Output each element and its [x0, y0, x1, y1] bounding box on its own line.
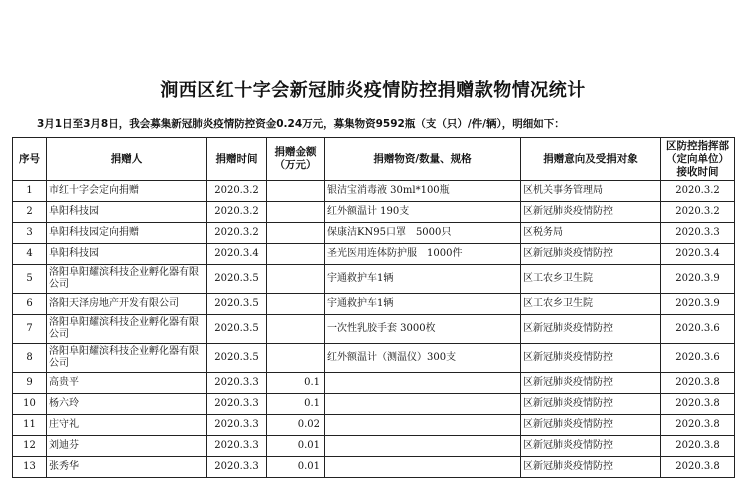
cell-donor: 阜阳科技园定向捐赠: [47, 223, 207, 244]
cell-no: 13: [13, 457, 47, 478]
summary-text: 3月1日至3月8日，我会募集新冠肺炎疫情防控资金0.24万元，募集物资9592瓶（支（只）/件/辆），明细如下：: [37, 118, 565, 130]
cell-amount: [267, 202, 325, 223]
cell-no: 3: [13, 223, 47, 244]
cell-no: 1: [13, 181, 47, 202]
cell-intent: 区机关事务管理局: [521, 181, 661, 202]
table-row: [13, 373, 735, 394]
cell-amount: [267, 265, 325, 294]
cell-goods: [325, 457, 521, 478]
cell-intent: 区新冠肺炎疫情防控: [521, 373, 661, 394]
cell-receive-time: 2020.3.8: [661, 457, 735, 478]
cell-donor: 刘迪芬: [47, 436, 207, 457]
cell-amount: 0.1: [267, 373, 325, 394]
header-donor: 捐赠人: [47, 138, 207, 181]
cell-date: 2020.3.3: [207, 457, 267, 478]
cell-amount: [267, 181, 325, 202]
cell-intent: 区新冠肺炎疫情防控: [521, 394, 661, 415]
table-header-row: [13, 138, 735, 181]
cell-intent: 区税务局: [521, 223, 661, 244]
cell-date: 2020.3.3: [207, 436, 267, 457]
cell-no: 8: [13, 344, 47, 373]
cell-donor: 洛阳阜阳耀滨科技企业孵化器有限公司: [47, 265, 207, 294]
cell-intent: 区新冠肺炎疫情防控: [521, 244, 661, 265]
cell-amount: 0.01: [267, 436, 325, 457]
cell-goods: [325, 415, 521, 436]
cell-amount: [267, 294, 325, 315]
cell-no: 6: [13, 294, 47, 315]
cell-receive-time: 2020.3.2: [661, 202, 735, 223]
cell-receive-time: 2020.3.8: [661, 373, 735, 394]
cell-receive-time: 2020.3.6: [661, 344, 735, 373]
cell-donor: 阜阳科技园: [47, 202, 207, 223]
cell-donor: 洛阳天泽房地产开发有限公司: [47, 294, 207, 315]
cell-intent: 区新冠肺炎疫情防控: [521, 315, 661, 344]
cell-intent: 区新冠肺炎疫情防控: [521, 436, 661, 457]
table-row: [13, 394, 735, 415]
cell-receive-time: 2020.3.8: [661, 394, 735, 415]
table-row: [13, 457, 735, 478]
cell-goods: 宇通救护车1辆: [325, 265, 521, 294]
donation-table: [12, 137, 735, 478]
header-receive-time: 区防控指挥部（定向单位）接收时间: [661, 138, 735, 181]
cell-amount: 0.02: [267, 415, 325, 436]
cell-date: 2020.3.3: [207, 373, 267, 394]
header-no: 序号: [13, 138, 47, 181]
cell-date: 2020.3.2: [207, 181, 267, 202]
header-date: 捐赠时间: [207, 138, 267, 181]
cell-goods: 银洁宝消毒液 30ml*100瓶: [325, 181, 521, 202]
cell-no: 9: [13, 373, 47, 394]
header-amount: 捐赠金额（万元）: [267, 138, 325, 181]
cell-date: 2020.3.5: [207, 294, 267, 315]
cell-amount: 0.1: [267, 394, 325, 415]
cell-receive-time: 2020.3.8: [661, 436, 735, 457]
cell-donor: 杨六玲: [47, 394, 207, 415]
cell-receive-time: 2020.3.6: [661, 315, 735, 344]
page-title: 涧西区红十字会新冠肺炎疫情防控捐赠款物情况统计: [160, 80, 586, 101]
cell-goods: 红外额温计（测温仪）300支: [325, 344, 521, 373]
cell-goods: 宇通救护车1辆: [325, 294, 521, 315]
cell-date: 2020.3.5: [207, 315, 267, 344]
cell-goods: 红外额温计 190支: [325, 202, 521, 223]
cell-amount: [267, 315, 325, 344]
cell-no: 2: [13, 202, 47, 223]
cell-no: 4: [13, 244, 47, 265]
cell-date: 2020.3.5: [207, 344, 267, 373]
cell-intent: 区新冠肺炎疫情防控: [521, 457, 661, 478]
table-row: [13, 244, 735, 265]
cell-donor: 高贵平: [47, 373, 207, 394]
cell-no: 5: [13, 265, 47, 294]
cell-intent: 区工农乡卫生院: [521, 265, 661, 294]
cell-receive-time: 2020.3.9: [661, 265, 735, 294]
cell-goods: 保康洁KN95口罩 5000只: [325, 223, 521, 244]
table-row: [13, 415, 735, 436]
cell-date: 2020.3.2: [207, 223, 267, 244]
table-row: [13, 315, 735, 344]
cell-date: 2020.3.3: [207, 394, 267, 415]
cell-amount: 0.01: [267, 457, 325, 478]
cell-amount: [267, 223, 325, 244]
cell-donor: 市红十字会定向捐赠: [47, 181, 207, 202]
cell-no: 11: [13, 415, 47, 436]
cell-goods: 圣光医用连体防护服 1000件: [325, 244, 521, 265]
cell-donor: 洛阳阜阳耀滨科技企业孵化器有限公司: [47, 315, 207, 344]
table-row: [13, 265, 735, 294]
cell-receive-time: 2020.3.8: [661, 415, 735, 436]
header-intent: 捐赠意向及受捐对象: [521, 138, 661, 181]
cell-no: 12: [13, 436, 47, 457]
cell-donor: 庄守礼: [47, 415, 207, 436]
cell-intent: 区新冠肺炎疫情防控: [521, 415, 661, 436]
cell-goods: 一次性乳胶手套 3000枚: [325, 315, 521, 344]
cell-no: 7: [13, 315, 47, 344]
cell-donor: 洛阳阜阳耀滨科技企业孵化器有限公司: [47, 344, 207, 373]
cell-amount: [267, 344, 325, 373]
table-row: [13, 223, 735, 244]
table-row: [13, 344, 735, 373]
cell-intent: 区工农乡卫生院: [521, 294, 661, 315]
cell-receive-time: 2020.3.3: [661, 223, 735, 244]
cell-receive-time: 2020.3.2: [661, 181, 735, 202]
cell-goods: [325, 373, 521, 394]
cell-intent: 区新冠肺炎疫情防控: [521, 202, 661, 223]
cell-intent: 区新冠肺炎疫情防控: [521, 344, 661, 373]
header-goods: 捐赠物资/数量、规格: [325, 138, 521, 181]
cell-goods: [325, 436, 521, 457]
cell-receive-time: 2020.3.9: [661, 294, 735, 315]
cell-no: 10: [13, 394, 47, 415]
cell-goods: [325, 394, 521, 415]
table-row: [13, 202, 735, 223]
cell-date: 2020.3.2: [207, 202, 267, 223]
cell-amount: [267, 244, 325, 265]
table-row: [13, 181, 735, 202]
cell-date: 2020.3.5: [207, 265, 267, 294]
cell-date: 2020.3.4: [207, 244, 267, 265]
cell-donor: 张秀华: [47, 457, 207, 478]
cell-date: 2020.3.3: [207, 415, 267, 436]
table-row: [13, 436, 735, 457]
cell-receive-time: 2020.3.4: [661, 244, 735, 265]
cell-donor: 阜阳科技园: [47, 244, 207, 265]
table-row: [13, 294, 735, 315]
